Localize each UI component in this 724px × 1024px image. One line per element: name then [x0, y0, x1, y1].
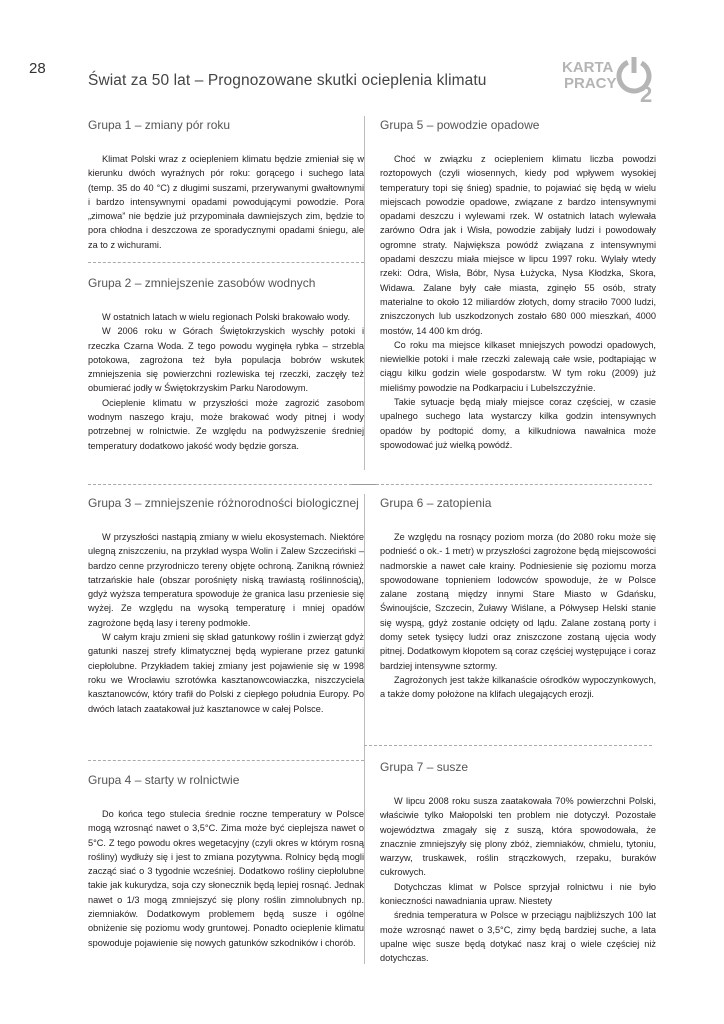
group-1 [88, 118, 364, 252]
group-2-paragraph: Ocieplenie klimatu w przyszłości może zagrozić zasobom wodnym naszego kraju, może brakować wody pitnej i wody potrzebnej w rolnictwie. Ze względu na podwyższenie średniej temperatury dodatkowo jakość wody będzie gorsza. [88, 397, 364, 451]
separator [364, 745, 652, 746]
group-4-heading: Grupa 4 – starty w rolnictwie [88, 773, 240, 787]
group-5-paragraph: Choć w związku z ociepleniem klimatu liczba powodzi roztopowych (czyli wiosennych, kiedy pod wpływem wysokiej temperatury topi się śnieg) spadnie, to pojawiać się będą w wielu miejscach powodzie opadowe, związane z bardzo intensywnymi opadami deszczu i wylewami rzek. W ostatnich latach wylewała zarówno Odra jak i Wisła, powodzie zabijały ludzi i powodowały ogromne straty. Największa powódź związana z intensywnymi opadami deszczu miała miejsce w lipcu 1997 roku. Wylały wtedy rzeki: Odra, Wisła, Bóbr, Nysa Łużycka, Nysa Kłodzka, Skora, Widawa. Zalane były całe miasta, zginęło 55 osób, straty materialne to około 12 miliardów złotych, domy straciło 7000 ludzi, zniszczonych lub uszkodzonych zostało 680 000 mieszkań, 4000 mostów, 14 400 km dróg. [380, 154, 656, 336]
logo-number: 2 [640, 82, 653, 107]
group-5-heading: Grupa 5 – powodzie opadowe [380, 118, 540, 132]
group-7-paragraph: Dotychczas klimat w Polsce sprzyjał rolnictwu i nie było konieczności nawadniania upraw. Niestety [380, 881, 656, 907]
group-7 [380, 760, 656, 966]
column-divider-bottom [364, 494, 365, 964]
group-7-heading: Grupa 7 – susze [380, 760, 469, 774]
logo-word-1: KARTA [562, 59, 614, 76]
group-1-paragraph: Klimat Polski wraz z ociepleniem klimatu będzie zmieniał się w kierunku dwóch wyraźnych pór roku: gorącego i suchego lata (temp. 35 do 40 °C) z długimi suszami, przerywanymi gwałtownymi i bardzo intensywnymi opadami powodującymi powodzie. Pora „zimowa” nie będzie już przypominała dawniejszych zim, będzie to pora chłodna i deszczowa ze sporadycznymi opadami śniegu, ale za to z wichurami. [88, 154, 364, 250]
group-2-heading: Grupa 2 – zmniejszenie zasobów wodnych [88, 276, 316, 290]
center-cross-mark [352, 484, 376, 485]
group-6-heading: Grupa 6 – zatopienia [380, 496, 492, 510]
group-7-paragraph: W lipcu 2008 roku susza zaatakowała 70% powierzchni Polski, właściwie tylko Małopolski ten problem nie dotyczył. Pozostałe województwa zmagały się z suszą, która spowodowała, że znacznie zmniejszyły się plony zbóż, ziemniaków, chmielu, tytoniu, warzyw, truskawek, roślin strączkowych, rzepaku, buraków cukrowych. [380, 796, 656, 878]
separator [88, 484, 352, 485]
separator [88, 262, 364, 263]
group-1-heading: Grupa 1 – zmiany pór roku [88, 118, 231, 132]
group-3 [88, 496, 364, 716]
group-6-paragraph: Zagrożonych jest także kilkanaście ośrodków wypoczynkowych, a także domy położone na klifach ulegających erozji. [380, 674, 656, 700]
group-2-paragraph: W 2006 roku w Górach Świętokrzyskich wyschły potoki i rzeczka Czarna Woda. Z tego powodu wyginęła rybka – strzebla potokowa, zagrożona też była populacja bobrów wskutek zmniejszenia się powierzchni rozlewiska tej rzeczki, zaczęły też obumierać jodły w Świętokrzyskim Parku Narodowym. [88, 326, 364, 394]
separator [88, 760, 364, 761]
group-6-paragraph: Ze względu na rosnący poziom morza (do 2080 roku może się podnieść o ok.- 1 metr) w przyszłości zagrożone będą miejscowości nadmorskie a nawet całe krainy. Podniesienie się poziomu morza spowodowane topnieniem lodowców spowoduje, że w Polsce zalane zostaną między innymi Stare Miasto w Gdańsku, Świnoujście, Szczecin, Żuławy Wiślane, a Półwysep Helski stanie się wyspą, gdyż zostanie odcięty od lądu. Zalane zostaną porty i domy setek tysięcy ludzi oraz zniszczone zostaną ujęcia wody pitnej. Dodatkowym kłopotem są coraz częściej występujące i coraz bardziej intensywne sztormy. [380, 532, 656, 671]
group-3-paragraph: W całym kraju zmieni się skład gatunkowy roślin i zwierząt gdyż gatunki naszej strefy klimatycznej będą wypierane przez gatunki ciepłolubne. Przykładem takiej zmiany jest pojawienie się w 1998 roku we Wrocławiu szrotówka kasztanowcowiaczka, niszczyciela kasztanowców, który trafił do Polski z ciepłego południa Europy. Po dwóch latach zaatakował już kasztanowce w całej Polsce. [88, 632, 364, 714]
page-title: Świat za 50 lat – Prognozowane skutki ocieplenia klimatu [88, 72, 487, 89]
group-5-paragraph: Takie sytuacje będą miały miejsce coraz częściej, w czasie upalnego suchego lata wystarczy kilka godzin intensywnych opadów by podtopić domy, a kilkudniowa nawałnica może spowodować już wielką powódź. [380, 397, 656, 450]
group-7-paragraph: średnia temperatura w Polsce w przeciągu najbliższych 100 lat może wzrosnąć nawet o 3,5°C, zimy będą bardziej suche, a lata upalne więc susze będą dotykać nasz kraj o wiele częściej niż dotychczas. [380, 910, 656, 964]
group-2-paragraph: W ostatnich latach w wielu regionach Polski brakowało wody. [102, 312, 351, 322]
group-4-paragraph: Do końca tego stulecia średnie roczne temperatury w Polsce mogą wzrosnąć nawet o 3,5°C. Zima może być cieplejsza nawet o 5°C. Z tego powodu okres wegetacyjny (czyli okres w którym rosną rośliny) wydłuży się i jest to zmiana pozytywna. Rolnicy będą mogli zacząć siać o 3 tygodnie wcześniej. Dodatkowo rośliny ciepłolubne takie jak kukurydza, soja czy słonecznik będą lepiej rosnąć. Jednak nawet o 1/3 mogą zmniejszyć się plony roślin zimnolubnych np. ziemniaków. Dodatkowym problemem będą susze i ogólne obniżenie się poziomu wody gruntowej. Ponadto ocieplenie klimatu spowoduje pojawienie się nowych gatunków szkodników i chorób. [88, 809, 364, 948]
separator [376, 484, 652, 485]
group-3-heading: Grupa 3 – zmniejszenie różnorodności biologicznej [88, 496, 359, 510]
group-2 [88, 276, 364, 453]
logo-word-2: PRACY [564, 75, 617, 92]
page-number: 28 [29, 60, 46, 77]
logo-ring-bar [632, 57, 637, 73]
group-6 [380, 496, 656, 702]
group-5 [380, 118, 656, 452]
group-4 [88, 773, 364, 950]
column-divider-top [364, 116, 365, 470]
karta-pracy-logo [560, 46, 655, 108]
group-5-paragraph: Co roku ma miejsce kilkaset mniejszych powodzi opadowych, niewielkie potoki i małe rzeczki zalewają całe wsie, podtapiając w ciągu kilku godzin wiele gospodarstw. W tym roku (2009) już mieliśmy powodzie na Podkarpaciu i Lubelszczyźnie. [380, 339, 656, 393]
group-3-paragraph: W przyszłości nastąpią zmiany w wielu ekosystemach. Niektóre ulegną zniszczeniu, na przykład wyspa Wolin i Zalew Szczeciński – bardzo cenne przyrodniczo tereny objęte ochroną. Zanikną również tatrzańskie hale (obszar porośnięty niską trawiastą roślinnością), gdyż wyższa temperatura spowoduje że granica lasu przeniesie się wyżej. Ze względu na wysoką temperaturę i mniej opadów zagrożone będą lasy i tereny podmokłe. [88, 532, 364, 628]
